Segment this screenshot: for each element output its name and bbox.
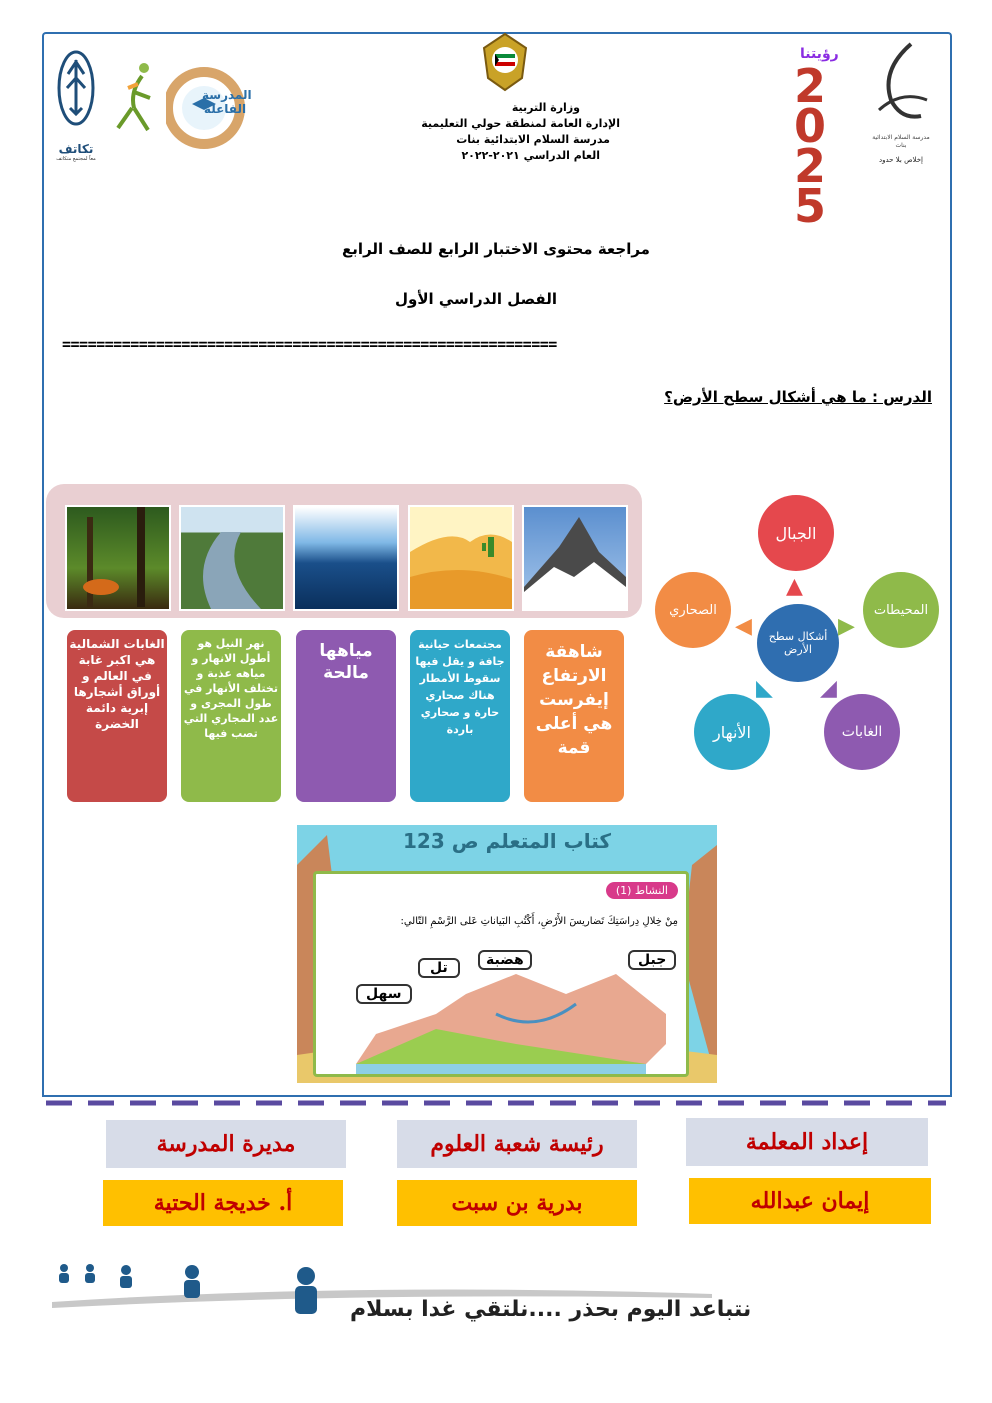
card-oceans: مياهها مالحة (296, 630, 396, 802)
label-hill: تل (418, 958, 460, 978)
label-plateau: هضبة (478, 950, 532, 970)
school-name: مدرسة السلام الابتدائية بنات (456, 133, 610, 146)
vision-2025-logo: رؤيتنا 2025 (794, 46, 839, 233)
activity-figure (297, 825, 717, 1083)
takatuf-logo: تكاتف معاً لمجتمع متكاتف (52, 48, 100, 168)
page-subtitle: الفصل الدراسي الأول (395, 290, 557, 308)
desert-photo (408, 505, 514, 611)
head-name: بدرية بن سبت (397, 1180, 637, 1226)
header-text (380, 100, 620, 164)
forest-photo (65, 505, 171, 611)
activity-tag: النشاط (1) (606, 882, 678, 899)
kuwait-emblem (478, 30, 532, 98)
diagram-oceans: المحيطات (863, 572, 939, 648)
activity-instruction: مِنْ خِلالِ دِراسَتِكَ تَضاريسَ الأَرْضِ، أَكْتُبِ البَياناتِ عَلى الرَّسْمِ التّالي: (400, 916, 678, 927)
directorate-name: الإدارة العامة لمنطقة حولي التعليمية (421, 117, 620, 130)
school-logo: مدرسة السلام الابتدائية بنات إخلاص بلا حدود (866, 40, 936, 180)
page-title: مراجعة محتوى الاختبار الرابع للصف الرابع (342, 240, 650, 258)
activity-banner: كتاب المتعلم ص 123 (402, 829, 612, 853)
card-rivers: نهر النيل هو أطول الانهار و مياهه عذبة و تختلف الأنهار في طول المجرى و عدد المجاري التي تصب فيها (181, 630, 281, 802)
teacher-name: إيمان عبدالله (689, 1178, 931, 1224)
arrow-down-left-icon: ◣ (756, 676, 773, 701)
ministry-name: وزارة التربية (511, 101, 580, 114)
arrow-right-icon: ▶ (838, 614, 855, 639)
ocean-photo (293, 505, 399, 611)
diagram-center: أشكال سطح الأرض (757, 604, 839, 682)
principal-role: مديرة المدرسة (106, 1120, 346, 1168)
head-role: رئيسة شعبة العلوم (397, 1120, 637, 1168)
principal-name: أ. خديجة الحتية (103, 1180, 343, 1226)
arrow-down-right-icon: ◢ (820, 676, 837, 701)
mountain-photo (522, 505, 628, 611)
separator-line: ========================================================== (62, 335, 557, 353)
diagram-deserts: الصحاري (655, 572, 731, 648)
card-mountains: شاهقة الارتفاع إيفرست هي أعلى قمة (524, 630, 624, 802)
river-photo (179, 505, 285, 611)
label-mountain: جبل (628, 950, 676, 970)
label-plain: سهل (356, 984, 412, 1004)
diagram-forests: الغابات (824, 694, 900, 770)
diagram-rivers: الأنهار (694, 694, 770, 770)
card-deserts: مجتمعات حيانية جافة و يقل فيها سقوط الأمطار هناك صحاري حارة و صحاري باردة (410, 630, 510, 802)
card-forests: الغابات الشمالية هي اكبر غابة في العالم و أوراق أشجارها إبرية دائمة الخضرة (67, 630, 167, 802)
footer-divider (46, 1100, 946, 1106)
arrow-left-icon: ◀ (735, 614, 752, 639)
runner-logo (108, 58, 158, 142)
diagram-mountains: الجبال (758, 495, 834, 571)
arrow-up-icon: ▲ (786, 574, 803, 599)
active-school-logo: المدرسة الفاعلة (166, 58, 246, 156)
lesson-title: الدرس : ما هي أشكال سطح الأرض؟ (664, 388, 932, 406)
school-year: العام الدراسي ٢٠٢١-٢٠٢٢ (461, 149, 600, 162)
activity-book-page (313, 871, 689, 1077)
teacher-role: إعداد المعلمة (686, 1118, 928, 1166)
footer-motto: نتباعد اليوم بحذر ....نلتقي غدا بسلام (350, 1297, 752, 1322)
